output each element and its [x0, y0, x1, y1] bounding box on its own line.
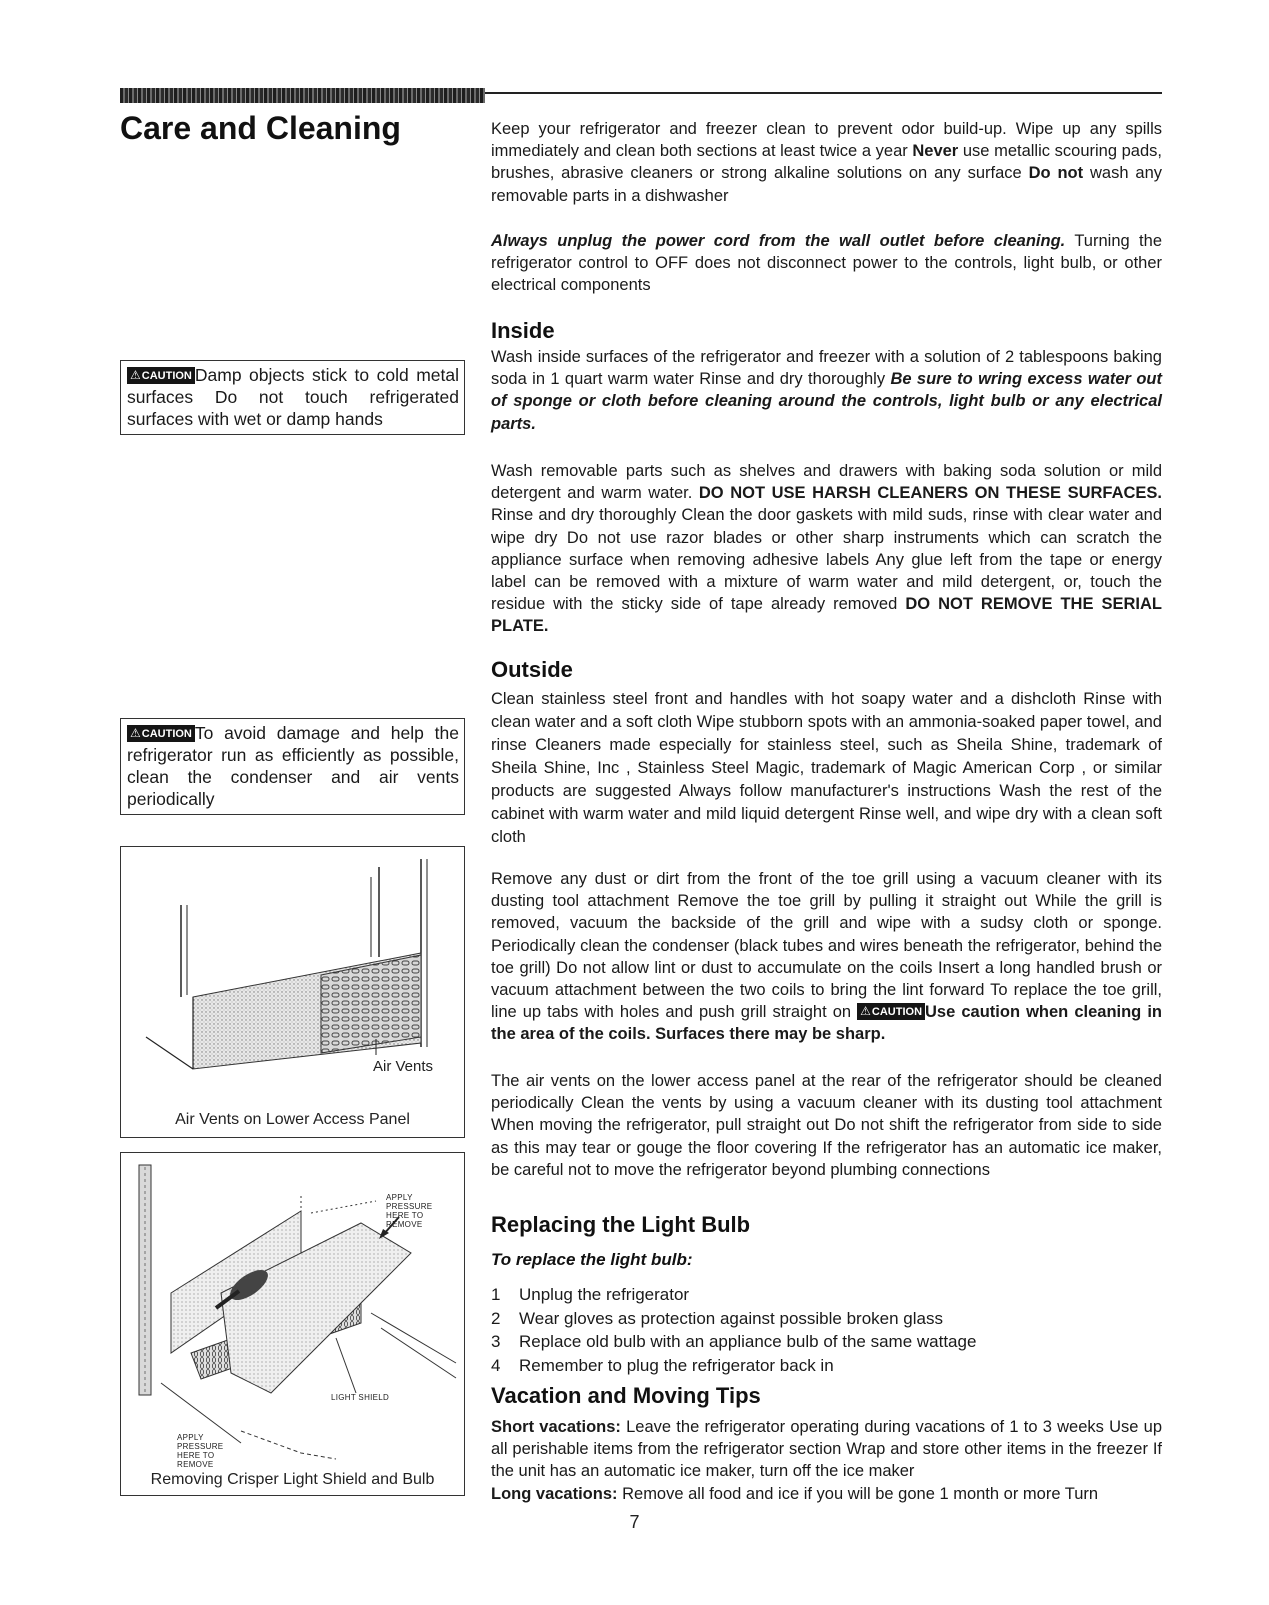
unplug-paragraph: [491, 230, 1162, 297]
step-text: Unplug the refrigerator: [519, 1285, 690, 1304]
step-text: Wear gloves as protection against possible broken glass: [519, 1308, 943, 1328]
outside-text-a: Remove any dust or dirt from the front of the toe grill using a vacuum cleaner with its dusting tool attachment Remove the toe grill by pulling it straight out While the grill is removed, vacuum the backside of the grill and wipe with a sudsy cloth or sponge. Periodically clean the condenser (black tubes and wires beneath the refrigerator, behind the toe grill) Do not allow lint or dust to accumulate on the coils Insert a long handled brush or vacuum attachment between the two coils to bring the lint forward To replace the toe grill, line up tabs with holes and push grill straight on: [491, 870, 1162, 1022]
vacation-heading: Vacation and Moving Tips: [491, 1383, 761, 1408]
long-vacations-text: Remove all food and ice if you will be gone 1 month or more Turn: [617, 1484, 1099, 1503]
long-vacations-label: Long vacations:: [491, 1484, 618, 1503]
intro-text-b: use metallic scouring pads, brushes, abrasive cleaners or strong alkaline solutions on any surface: [491, 142, 1162, 183]
outside-paragraph-1: Clean stainless steel front and handles with hot soapy water and a dishcloth Rinse with clean water and a soft cloth Wipe stubborn spots with an ammonia-soaked paper towel, and rinse Cleaners made especially for stainless steel, such as Sheila Shine, trademark of Sheila Shine, Inc , Stainless Steel Magic, trademark of Magic American Corp , or similar products are suggested Always follow manufacturer's instructions Wash the rest of the cabinet with warm water and mild liquid detergent Rinse well, and wipe dry with a clean soft cloth: [491, 690, 1162, 846]
step-text: Remember to plug the refrigerator back in: [519, 1355, 834, 1375]
step-number: 3: [491, 1332, 501, 1351]
caution-badge-label: CAUTION: [141, 370, 192, 382]
intro-never: Never: [912, 142, 959, 161]
light-bulb-subheading: To replace the light bulb:: [491, 1250, 693, 1269]
step-number: 1: [491, 1285, 501, 1304]
outside-heading: Outside: [491, 657, 573, 682]
coils-warning: Use caution when cleaning in the area of the coils. Surfaces there may be sharp.: [491, 1003, 1162, 1044]
vacation-paragraph: [491, 1416, 1162, 1505]
inside-warning: Be sure to wring excess water out of sponge or cloth before cleaning around the controls, light bulb or any electrical parts.: [491, 370, 1162, 433]
header-pattern-bar: [120, 88, 485, 103]
intro-do-not: Do not: [1028, 164, 1084, 183]
apply-pressure-label-bottom: APPLY PRESSURE HERE TO REMOVE: [177, 1433, 224, 1469]
inside-text-b: Wash removable parts such as shelves and drawers with baking soda solution or mild detergent and warm water.: [491, 462, 1162, 503]
inside-text-c: Rinse and dry thoroughly Clean the door gaskets with mild suds, rinse with clear water and wipe dry Do not use razor blades or other sharp instruments which can scratch the appliance surface when removing adhesive labels Any glue left from the tape or energy label can be removed with a mixture of warm water and mild detergent, or, touch the residue with the sticky side of tape already removed: [491, 506, 1162, 614]
caution-badge-inline: [857, 1003, 925, 1020]
harsh-cleaners-warning: DO NOT USE HARSH CLEANERS ON THESE SURFACES.: [698, 484, 1162, 503]
header-rule: [485, 92, 1162, 94]
inside-paragraph-2: [491, 460, 1162, 638]
intro-paragraph: [491, 118, 1162, 207]
light-shield-label: LIGHT SHIELD: [331, 1393, 390, 1402]
step-number: 4: [491, 1355, 501, 1375]
caution-badge: [127, 725, 195, 742]
intro-text-a: Keep your refrigerator and freezer clean to prevent odor build-up. Wipe up any spills immediately and clean both sections at least twice a year: [491, 120, 1162, 161]
crisper-light-caption: Removing Crisper Light Shield and Bulb: [150, 1471, 435, 1488]
step-number: 2: [491, 1308, 501, 1328]
inside-paragraph-1: [491, 346, 1162, 435]
intro-text-c: wash any removable parts in a dishwasher: [491, 164, 1163, 205]
warning-triangle-icon: ⚠: [860, 1004, 871, 1019]
light-bulb-heading: Replacing the Light Bulb: [491, 1212, 751, 1237]
warning-triangle-icon: ⚠: [130, 726, 141, 740]
serial-plate-warning: DO NOT REMOVE THE SERIAL PLATE.: [491, 595, 1162, 636]
short-vacations-text: Leave the refrigerator operating during vacations of 1 to 3 weeks Use up all perishable items from the refrigerator section Wrap and store other items in the freezer If the unit has an automatic ice maker, turn off the ice maker: [491, 1418, 1163, 1481]
step-item: [491, 1330, 976, 1354]
caution-box-condenser: [120, 718, 465, 815]
step-text: Replace old bulb with an appliance bulb of the same wattage: [519, 1332, 977, 1351]
air-vents-illustration: [121, 847, 466, 1139]
inside-text-a: Wash inside surfaces of the refrigerator and freezer with a solution of 2 tablespoons baking soda in 1 quart warm water Rinse and dry thoroughly: [491, 348, 1162, 389]
step-item: [491, 1307, 976, 1331]
step-item: [491, 1283, 976, 1307]
caution-box-cold-surfaces: [120, 360, 465, 435]
unplug-text: Turning the refrigerator control to OFF does not disconnect power to the controls, light bulb, or other electrical components: [491, 232, 1162, 295]
caution-badge: [127, 367, 195, 384]
caution-badge-label: CAUTION: [141, 728, 192, 740]
page-number: 7: [629, 1512, 640, 1532]
caution-badge-label: CAUTION: [871, 1006, 923, 1019]
inside-heading: Inside: [491, 318, 555, 343]
caution-text: To avoid damage and help the refrigerator run as efficiently as possible, clean the condenser and air vents periodically: [127, 723, 459, 809]
light-bulb-steps: [491, 1283, 976, 1377]
outside-paragraph-2: [491, 868, 1162, 1046]
short-vacations-label: Short vacations:: [491, 1418, 621, 1436]
unplug-warning: Always unplug the power cord from the wall outlet before cleaning.: [491, 232, 1066, 250]
crisper-light-figure: [120, 1152, 465, 1496]
air-vents-figure: [120, 846, 465, 1138]
caution-text: Damp objects stick to cold metal surfaces Do not touch refrigerated surfaces with wet or damp hands: [127, 365, 459, 429]
apply-pressure-label-top: APPLY PRESSURE HERE TO REMOVE: [386, 1193, 433, 1229]
step-item: [491, 1354, 976, 1378]
air-vents-label: Air Vents: [373, 1058, 434, 1075]
warning-triangle-icon: ⚠: [130, 368, 141, 382]
outside-paragraph-3: The air vents on the lower access panel at the rear of the refrigerator should be cleaned periodically Clean the vents by using a vacuum cleaner with its dusting tool attachment When moving the refrigerator, pull straight out Do not shift the refrigerator from side to side as this may tear or gouge the floor covering If the refrigerator has an automatic ice maker, be careful not to move the refrigerator beyond plumbing connections: [491, 1072, 1162, 1179]
air-vents-caption: Air Vents on Lower Access Panel: [175, 1111, 410, 1128]
page-title: Care and Cleaning: [120, 110, 401, 146]
